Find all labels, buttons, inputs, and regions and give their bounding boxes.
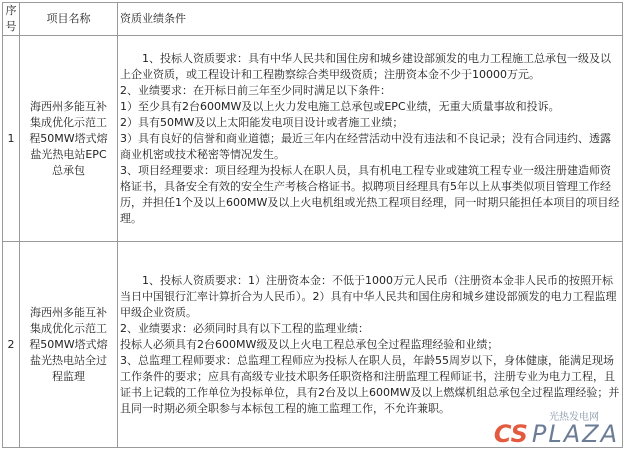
project-name: 海西州多能互补集成优化示范工程50MW塔式熔盐光热电站全过程监理	[29, 305, 108, 383]
qualification-table	[2, 2, 623, 448]
table-header-row	[3, 3, 623, 36]
requirement-line: 2）具有50MW及以上太阳能发电项目设计或者施工业绩；	[120, 115, 404, 129]
requirement-line: 1、投标人资质要求：具有中华人民共和国住房和城乡建设部颁发的电力工程施工总承包一级及以上企业资质，或工程设计和工程勘察综合类甲级资质；注册资本金不少于10000万元。	[120, 51, 611, 81]
row-number: 2	[3, 242, 20, 448]
watermark-logo	[493, 412, 619, 448]
table-row	[3, 242, 623, 448]
requirement-line: 2、业绩要求：必须同时具有以下工程的监理业绩：	[120, 321, 369, 335]
header-requirements: 资质业绩条件	[118, 3, 623, 36]
requirement-line: 3）具有良好的信誉和商业道德；最近三年内在经营活动中没有违法和不良记录；没有合同违约、透露商业机密或技术秘密等情况发生。	[120, 131, 611, 161]
requirement-line: 1、投标人资质要求：1）注册资本金：不低于1000万元人民币（注册资本金非人民币的按照开标当日中国银行汇率计算折合为人民币）。2）具有中华人民共和国住房和城乡建设部颁发的电力工程监理甲级企业资质。	[120, 273, 617, 319]
header-project-name: 项目名称	[20, 3, 118, 36]
project-name: 海西州多能互补集成优化示范工程50MW塔式熔盐光热电站EPC总承包	[29, 99, 108, 177]
row-number: 1	[3, 36, 20, 242]
table-row	[3, 36, 623, 242]
header-no: 序号	[3, 3, 20, 36]
requirement-line: 3、总监理工程师要求：总监理工程师应为投标人在职人员，年龄55周岁以下，身体健康，能满足现场工作条件的要求；应具有高级专业技术职务任职资格和注册监理工程师证书，注册专业为电力工程，且证书上记载的工作单位为投标单位，具有2台及以上600MW及以上燃煤机组总承包全过程监理经验；并且同一时期必须全职参与本标包工程的施工监理工作，不允许兼职。	[120, 353, 620, 415]
watermark-tagline: 光热发电网	[549, 412, 599, 423]
watermark-brand-left: CS	[493, 420, 528, 448]
watermark-brand-right: PLAZA	[531, 420, 619, 448]
requirement-line: 2、业绩要求：在开标日前三年至少同时满足以下条件：	[120, 83, 391, 97]
requirement-line: 投标人必须具有2台600MW级及以上火电工程总承包全过程监理经验和业绩；	[120, 337, 499, 351]
requirement-line: 3、项目经理要求：项目经理为投标人在职人员，具有机电工程专业或建筑工程专业一级注册建造师资格证书，具备安全有效的安全生产考核合格证书。拟聘项目经理具有5年以上从事类似项目管理工作经历，并担任1个及以上600MW及以上火电机组或光热工程项目经理，同一时期只能担任本项目的项目经理。	[120, 163, 620, 225]
requirement-line: 1）至少具有2台600MW及以上火力发电施工总承包或EPC业绩，无重大质量事故和投诉。	[120, 99, 560, 113]
